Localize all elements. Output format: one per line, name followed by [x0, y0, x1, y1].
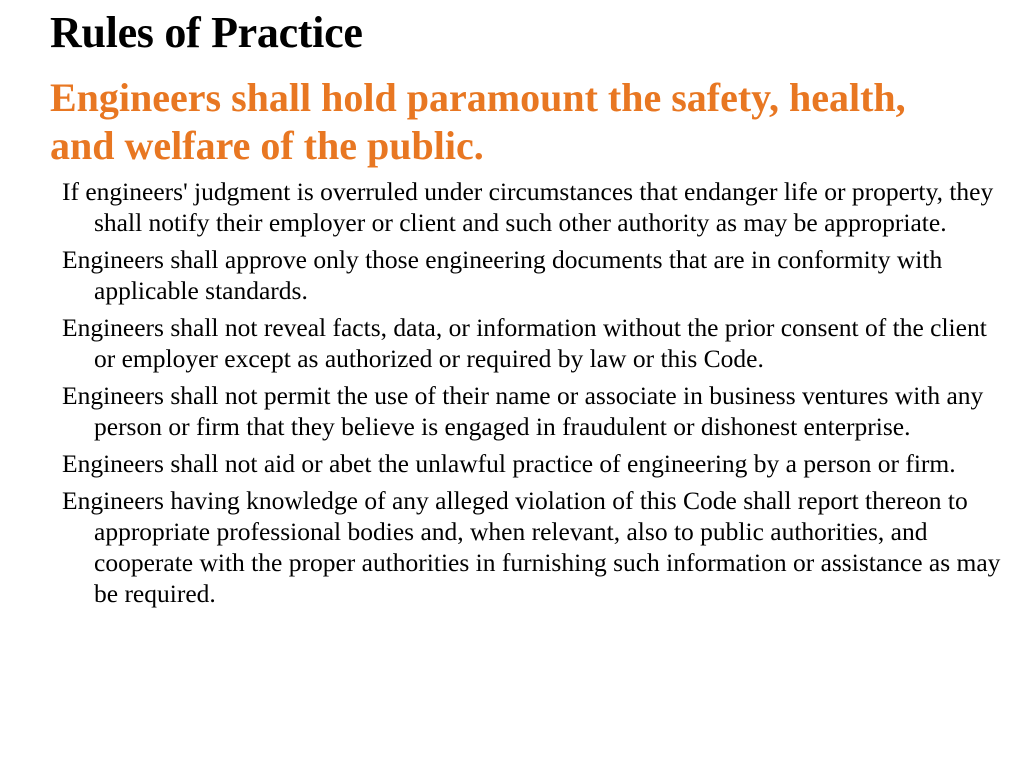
- rule-item: Engineers shall not aid or abet the unlawful practice of engineering by a person or firm.: [62, 449, 956, 478]
- rule-item: Engineers shall not reveal facts, data, or information without the prior consent of the client or employer except as authorized or required by law or this Code.: [62, 313, 987, 373]
- rule-item: Engineers having knowledge of any alleged violation of this Code shall report thereon to appropriate professional bodies and, when relevant, also to public authorities, and cooperate with the proper authorities in furnishing such information or assistance as may be required.: [62, 486, 1001, 608]
- rule-item: Engineers shall approve only those engineering documents that are in conformity with applicable standards.: [62, 245, 943, 305]
- rules-list: [62, 176, 1007, 615]
- slide-subtitle: Engineers shall hold paramount the safety, health, and welfare of the public.: [50, 75, 906, 168]
- rule-item: Engineers shall not permit the use of their name or associate in business ventures with any person or firm that they believe is engaged in fraudulent or dishonest enterprise.: [62, 381, 984, 441]
- slide-title: Rules of Practice: [50, 8, 363, 57]
- rule-item: If engineers' judgment is overruled under circumstances that endanger life or property, they shall notify their employer or client and such other authority as may be appropriate.: [62, 177, 994, 237]
